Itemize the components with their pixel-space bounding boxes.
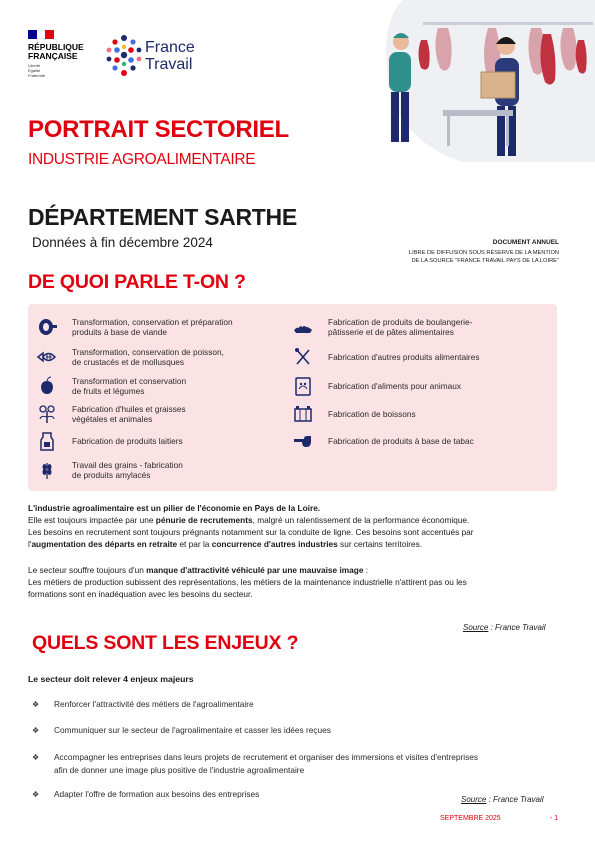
page-subtitle: INDUSTRIE AGROALIMENTAIRE (28, 151, 256, 168)
france-travail-dots-icon (104, 33, 144, 79)
sector-item (36, 346, 224, 368)
text-span: , malgré un ralentissement de la performance économique. (252, 515, 470, 525)
sector-item (36, 430, 183, 452)
french-flag-icon (28, 30, 54, 39)
sector-box (28, 304, 557, 491)
intro-paragraph (28, 502, 568, 550)
milk-icon (36, 430, 58, 452)
source-value: : France Travail (488, 623, 546, 632)
sector-label: Fabrication de produits laitiers (72, 436, 183, 446)
enjeu-item (32, 724, 564, 737)
hero-illustration (383, 0, 595, 162)
footer-date: SEPTEMBRE 2025 (440, 815, 501, 822)
sector-label: Fabrication d'autres produits alimentaires (328, 352, 480, 362)
france-travail-text: France Travail (145, 39, 195, 73)
kitchen-tools-icon (292, 346, 314, 368)
sector-item (36, 375, 186, 397)
document-type: DOCUMENT ANNUEL (492, 239, 559, 246)
department-title: DÉPARTEMENT SARTHE (28, 204, 297, 230)
sector-label: Transformation, conservation de poisson, de crustacés et de mollusques (72, 347, 224, 367)
text-bold: pénurie de recrutements (155, 515, 253, 525)
text-bold: manque d'attractivité véhiculé par une mauvaise image (146, 565, 364, 575)
text-line: Les métiers de production subissent des représentations, les métiers de la maintenance industrielle n'attirent pas ou les (28, 577, 467, 587)
text-span: l' (28, 539, 32, 549)
oil-plant-icon (36, 403, 58, 425)
sector-item (36, 403, 186, 425)
enjeu-text: Renforcer l'attractivité des métiers de l'agroalimentaire (54, 699, 254, 709)
text-span: : (363, 565, 369, 575)
page-title: PORTRAIT SECTORIEL (28, 116, 289, 143)
attractivity-paragraph (28, 564, 568, 600)
source-note (461, 795, 544, 804)
enjeu-text: Accompagner les entreprises dans leurs projets de recrutement et organiser des immersions et visites d'entreprises afin de donner une image plus positive de l'industrie agroalimentaire (54, 752, 478, 775)
sector-item (36, 459, 183, 481)
sector-label: Fabrication de produits à base de tabac (328, 436, 474, 446)
source-label: Source (461, 795, 487, 804)
text-bold: concurrence d'autres industries (211, 539, 338, 549)
france-travail-logo (104, 33, 234, 79)
data-date: Données à fin décembre 2024 (32, 235, 213, 250)
sector-label: Transformation et conservation de fruits et légumes (72, 376, 187, 396)
sector-label: Fabrication d'aliments pour animaux (328, 381, 462, 391)
sector-item (292, 430, 474, 452)
enjeu-text: Adapter l'offre de formation aux besoins des entreprises (54, 789, 260, 799)
sector-label: Fabrication d'huiles et graisses végétales et animales (72, 404, 186, 424)
section-heading-de-quoi: DE QUOI PARLE T-ON ? (28, 271, 246, 293)
republique-motto: Liberté Égalité Fraternité (28, 63, 46, 78)
intro-bold-line: L'industrie agroalimentaire est un pilier de l'économie en Pays de la Loire. (28, 503, 321, 513)
drinks-icon (292, 403, 314, 425)
sector-item (292, 316, 472, 338)
enjeux-lead: Le secteur doit relever 4 enjeux majeurs (28, 674, 194, 684)
republique-francaise-text: RÉPUBLIQUE FRANÇAISE (28, 42, 84, 61)
text-span: Le secteur souffre toujours d'un (28, 565, 147, 575)
text-line: formations sont en inadéquation avec les besoins du secteur. (28, 589, 253, 599)
enjeu-item (32, 751, 564, 777)
meat-icon (36, 316, 58, 338)
fruit-icon (36, 375, 58, 397)
text-span: et par la (177, 539, 212, 549)
section-heading-enjeux: QUELS SONT LES ENJEUX ? (32, 632, 299, 654)
enjeu-item (32, 698, 564, 711)
sector-item (36, 316, 233, 338)
source-value: : France Travail (486, 795, 544, 804)
sector-item (292, 346, 479, 368)
source-label: Source (463, 623, 489, 632)
text-bold: augmentation des départs en retraite (31, 539, 178, 549)
source-note (463, 623, 546, 632)
fish-icon (36, 346, 58, 368)
grain-icon (36, 459, 58, 481)
republique-francaise-logo (28, 30, 98, 78)
diamond-bullet-icon: ❖ (32, 726, 40, 735)
document-note: LIBRE DE DIFFUSION SOUS RÉSERVE DE LA MENTION DE LA SOURCE "FRANCE TRAVAIL PAYS DE LA LOIRE" (408, 250, 559, 264)
text-line: Les besoins en recrutement sont toujours prégnants notamment sur la conduite de ligne. Ces besoins sont accentués par (28, 527, 474, 537)
sector-label: Travail des grains - fabrication de produits amylacés (72, 460, 183, 480)
sector-label: Transformation, conservation et préparation produits à base de viande (72, 317, 233, 337)
text-span: sur certains territoires. (337, 539, 423, 549)
sector-item (292, 403, 416, 425)
pipe-icon (292, 430, 314, 452)
diamond-bullet-icon: ❖ (32, 700, 40, 709)
sector-label: Fabrication de boissons (328, 409, 416, 419)
bakery-icon (292, 316, 314, 338)
text-span: Elle est toujours impactée par une (28, 515, 156, 525)
diamond-bullet-icon: ❖ (32, 753, 40, 762)
enjeu-text: Communiquer sur le secteur de l'agroalimentaire et casser les idées reçues (54, 725, 331, 735)
sector-item (292, 375, 461, 397)
page-number: - 1 (550, 815, 559, 822)
sector-label: Fabrication de produits de boulangerie- pâtisserie et de pâtes alimentaires (328, 317, 473, 337)
pet-food-icon (292, 375, 314, 397)
diamond-bullet-icon: ❖ (32, 790, 40, 799)
